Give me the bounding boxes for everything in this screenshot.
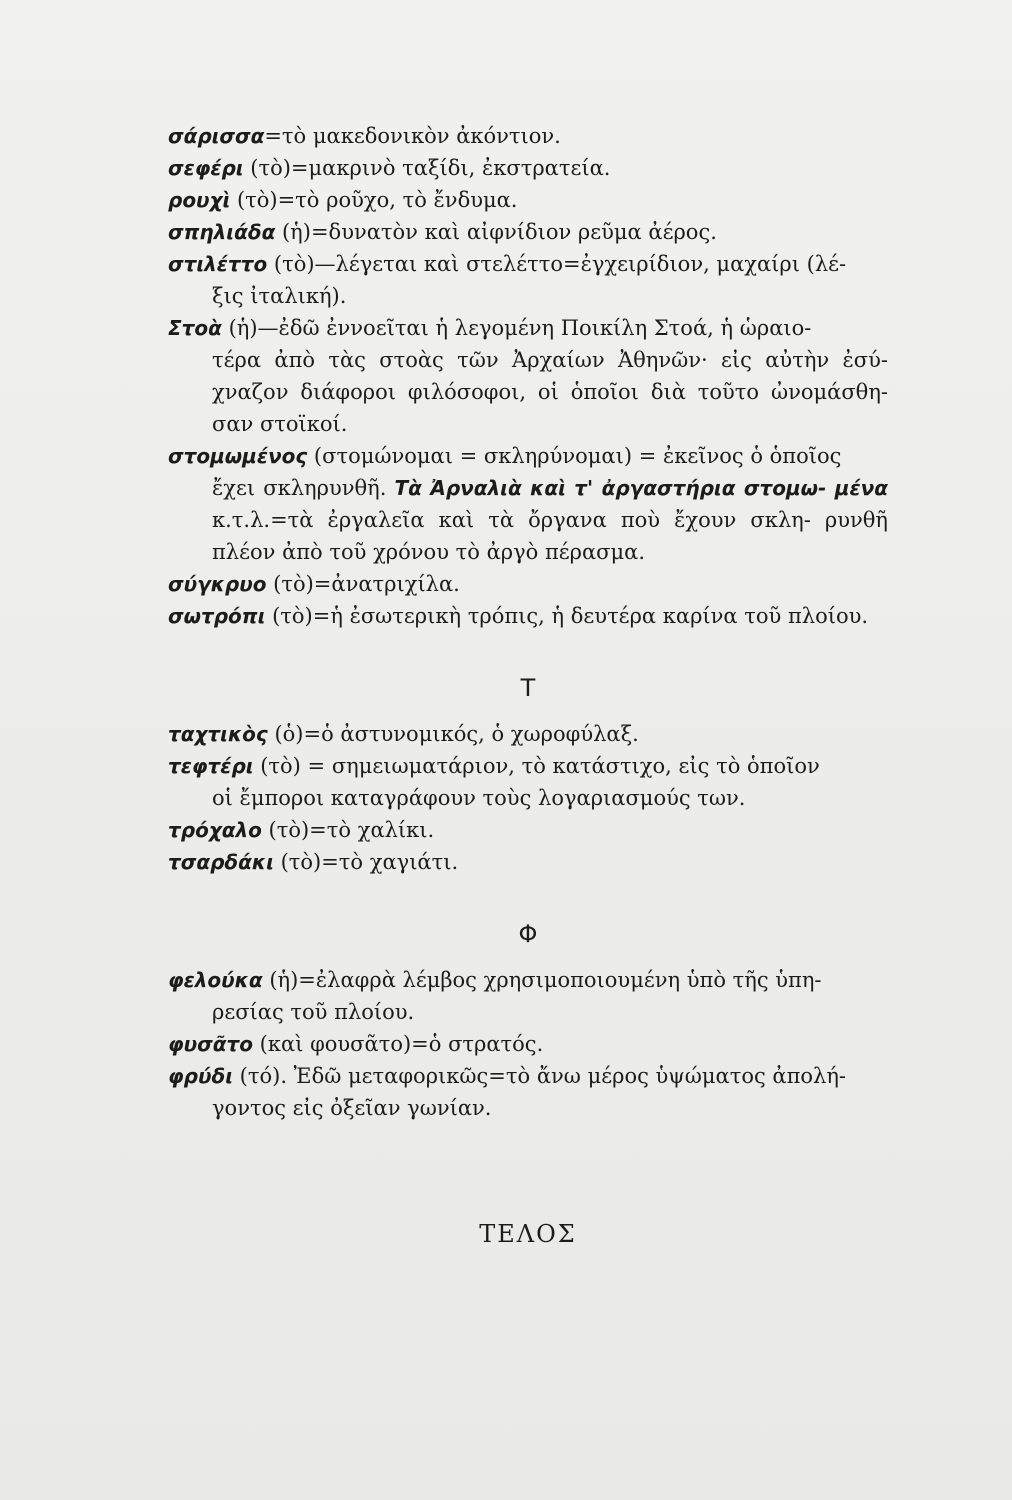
entry-continuation: οἱ ἔμποροι καταγράφουν τοὺς λογαριασμούς των. <box>212 786 746 810</box>
entry-definition: (καὶ φουσᾶτο)=ὁ στρατός. <box>252 1032 544 1056</box>
entry-term: τρόχαλο <box>168 818 262 842</box>
entry-definition: (τὸ)=μακρινὸ ταξίδι, ἐκστρατεία. <box>243 156 611 180</box>
continuation-text: κ.τ.λ.=τὰ ἐργαλεῖα καὶ τὰ ὄργανα ποὺ ἔχουν σκλη- ρυνθῆ πλέον ἀπὸ τοῦ χρόνου τὸ ἀργὸ πέρασμα. <box>212 508 888 564</box>
entry-term: στιλέττο <box>168 252 268 276</box>
glossary-entry <box>168 846 888 878</box>
entry-term: ρουχὶ <box>168 188 231 212</box>
entry-definition: (τὸ)=ἡ ἐσωτερικὴ τρόπις, ἡ δευτέρα καρίνα τοῦ πλοίου. <box>265 604 869 628</box>
entry-definition: (ὁ)=ὁ ἀστυνομικός, ὁ χωροφύλαξ. <box>267 722 639 746</box>
entry-term: τεφτέρι <box>168 754 254 778</box>
glossary-entry <box>168 312 888 440</box>
glossary-entry <box>168 120 888 152</box>
entry-definition: (ἡ)—ἐδῶ ἐννοεῖται ἡ λεγομένη Ποικίλη Στοά, ἡ ὡραιο- <box>221 316 812 340</box>
glossary-entry <box>168 568 888 600</box>
entry-term: στομωμένος <box>168 444 308 468</box>
entry-term: σάρισσα <box>168 124 265 148</box>
glossary-column <box>168 120 888 1248</box>
glossary-entry <box>168 1060 888 1124</box>
entry-term: φυσᾶτο <box>168 1032 253 1056</box>
entry-definition: (ἡ)=ἐλαφρὰ λέμβος χρησιμοποιουμένη ὑπὸ τῆς ὑπη- <box>262 968 822 992</box>
glossary-entry <box>168 248 888 312</box>
glossary-entry <box>168 814 888 846</box>
continuation-text: ἔχει σκληρυνθῆ. <box>212 476 395 500</box>
entry-continuation <box>168 472 888 568</box>
entry-definition: (τό). Ἐδῶ μεταφορικῶς=τὸ ἄνω μέρος ὑψώματος ἀπολή- <box>233 1064 847 1088</box>
entry-term: φρύδι <box>168 1064 233 1088</box>
entry-term: σπηλιάδα <box>168 220 276 244</box>
entry-term: ταχτικὸς <box>168 722 268 746</box>
entry-definition: =τὸ μακεδονικὸν ἀκόντιον. <box>264 124 561 148</box>
entry-term: σεφέρι <box>168 156 244 180</box>
glossary-entry <box>168 1028 888 1060</box>
entry-definition: (τὸ)=ἀνατριχίλα. <box>266 572 460 596</box>
glossary-entry <box>168 152 888 184</box>
entry-term: σύγκρυο <box>168 572 267 596</box>
entry-term: Στοὰ <box>168 316 222 340</box>
entry-continuation: ρεσίας τοῦ πλοίου. <box>212 1000 415 1024</box>
entry-definition: (ἡ)=δυνατὸν καὶ αἰφνίδιον ρεῦμα ἀέρος. <box>275 220 717 244</box>
glossary-entry <box>168 216 888 248</box>
glossary-entry <box>168 600 888 632</box>
entry-term: τσαρδάκι <box>168 850 274 874</box>
entry-definition: (στομώνομαι = σκληρύνομαι) = ἐκεῖνος ὁ ὁποῖος <box>307 444 842 468</box>
glossary-entry <box>168 718 888 750</box>
entry-definition: (τὸ)=τὸ χαλίκι. <box>261 818 435 842</box>
entry-definition: (τὸ)=τὸ ροῦχο, τὸ ἔνδυμα. <box>230 188 518 212</box>
entry-continuation: τέρα ἀπὸ τὰς στοὰς τῶν Ἀρχαίων Ἀθηνῶν· εἰς αὐτὴν ἐσύ- χναζον διάφοροι φιλόσοφοι, οἱ ὁποῖοι διὰ τοῦτο ὠνομάσθη- σαν στοϊκοί. <box>212 348 888 436</box>
entry-term: φελούκα <box>168 968 263 992</box>
glossary-entry <box>168 184 888 216</box>
entry-definition: (τὸ)—λέγεται καὶ στελέττο=ἐγχειρίδιον, μαχαίρι (λέ- <box>267 252 847 276</box>
end-marker: ΤΕΛΟΣ <box>479 1220 577 1248</box>
entry-definition: (τὸ) = σημειωματάριον, τὸ κατάστιχο, εἰς τὸ ὁποῖον <box>253 754 820 778</box>
quoted-phrase: Τὰ Ἀρναλιὰ καὶ τ' ἀργαστήρια στομω- μένα <box>394 476 888 500</box>
glossary-entry <box>168 750 888 814</box>
glossary-entry <box>168 440 888 568</box>
entry-continuation: γοντος εἰς ὀξεῖαν γωνίαν. <box>212 1096 492 1120</box>
glossary-entry <box>168 964 888 1028</box>
section-letter: Τ <box>520 674 536 702</box>
section-letter: Φ <box>518 920 538 948</box>
entry-continuation: ξις ἰταλική). <box>212 284 347 308</box>
entry-term: σωτρόπι <box>168 604 266 628</box>
entry-definition: (τὸ)=τὸ χαγιάτι. <box>273 850 459 874</box>
